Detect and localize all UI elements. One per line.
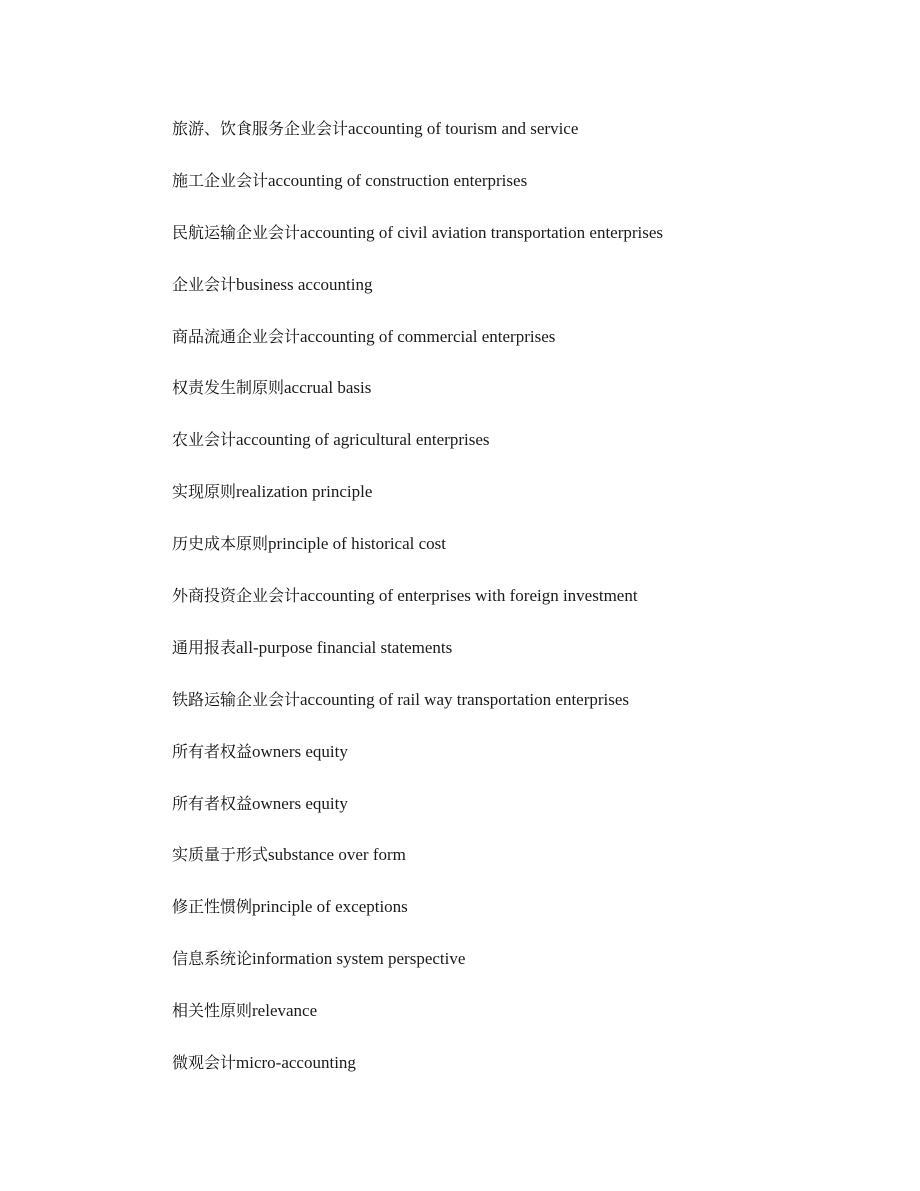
chinese-term: 商品流通企业会计: [172, 326, 301, 346]
glossary-entry: [172, 945, 872, 997]
english-term: owners equity: [252, 793, 348, 813]
chinese-term: 通用报表: [172, 637, 237, 657]
glossary-entry: [172, 997, 872, 1049]
chinese-term: 相关性原则: [172, 1001, 253, 1021]
chinese-term: 铁路运输企业会计: [172, 689, 301, 709]
glossary-entry: [172, 374, 872, 426]
english-term: accounting of enterprises with foreign investment: [300, 586, 638, 606]
english-term: accounting of commercial enterprises: [300, 326, 556, 346]
chinese-term: 权责发生制原则: [172, 378, 285, 398]
english-term: accounting of rail way transportation enterprises: [300, 689, 630, 709]
chinese-term: 微观会计: [172, 1053, 237, 1073]
english-term: owners equity: [252, 741, 348, 761]
chinese-term: 民航运输企业会计: [172, 222, 301, 242]
glossary-list: [172, 115, 872, 1101]
chinese-term: 外商投资企业会计: [172, 586, 301, 606]
glossary-entry: [172, 841, 872, 893]
glossary-entry: [172, 634, 872, 686]
glossary-entry: [172, 1049, 872, 1101]
english-term: all-purpose financial statements: [236, 637, 453, 657]
english-term: principle of exceptions: [252, 897, 408, 917]
chinese-term: 所有者权益: [172, 793, 253, 813]
glossary-entry: [172, 426, 872, 478]
english-term: accounting of tourism and service: [348, 119, 579, 138]
glossary-entry: [172, 738, 872, 790]
english-term: realization principle: [236, 482, 373, 502]
glossary-entry: [172, 790, 872, 842]
glossary-entry: [172, 167, 872, 219]
glossary-entry: [172, 582, 872, 634]
english-term: micro-accounting: [236, 1053, 356, 1073]
english-term: accounting of construction enterprises: [268, 170, 528, 190]
english-term: accrual basis: [284, 378, 372, 398]
glossary-entry: [172, 686, 872, 738]
glossary-entry: [172, 271, 872, 323]
english-term: principle of historical cost: [268, 534, 446, 554]
english-term: business accounting: [236, 274, 373, 294]
glossary-entry: [172, 478, 872, 530]
chinese-term: 实质量于形式: [172, 845, 269, 865]
glossary-entry: [172, 530, 872, 582]
chinese-term: 旅游、饮食服务企业会计: [172, 119, 349, 138]
chinese-term: 实现原则: [172, 482, 237, 502]
glossary-entry: [172, 893, 872, 945]
glossary-entry: [172, 323, 872, 375]
chinese-term: 施工企业会计: [172, 170, 269, 190]
chinese-term: 农业会计: [172, 430, 237, 450]
chinese-term: 历史成本原则: [172, 534, 269, 554]
glossary-entry: [172, 115, 872, 167]
chinese-term: 企业会计: [172, 274, 237, 294]
english-term: relevance: [252, 1001, 318, 1021]
chinese-term: 修正性惯例: [172, 897, 253, 917]
english-term: accounting of civil aviation transportation enterprises: [300, 222, 664, 242]
glossary-entry: [172, 219, 872, 271]
chinese-term: 所有者权益: [172, 741, 253, 761]
english-term: accounting of agricultural enterprises: [236, 430, 490, 450]
chinese-term: 信息系统论: [172, 949, 253, 969]
english-term: substance over form: [268, 845, 406, 865]
english-term: information system perspective: [252, 949, 466, 969]
